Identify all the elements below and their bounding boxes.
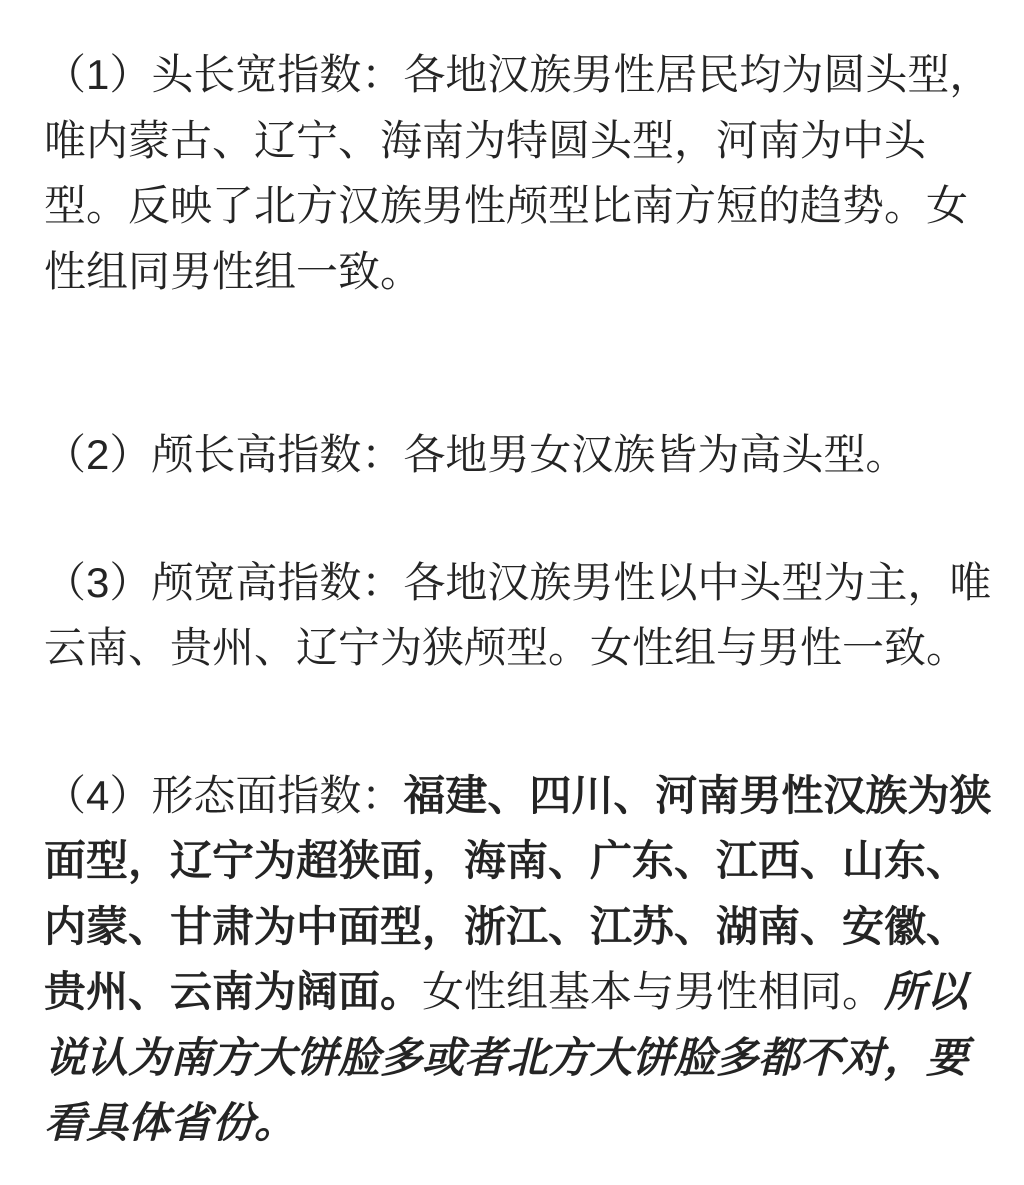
text-line	[44, 828, 996, 894]
text-line	[44, 42, 996, 108]
text-line	[44, 239, 996, 305]
text-line	[44, 422, 996, 488]
para-2-cranial-length-height-index	[44, 422, 996, 488]
text-run: （4）形态面指数：	[44, 771, 404, 819]
text-run: 看具体省份。	[44, 1099, 297, 1146]
text-run: 所以	[884, 968, 969, 1015]
text-run: 贵州、云南为阔面。	[44, 968, 423, 1015]
para-3-cranial-breadth-height-index	[44, 550, 996, 681]
text-line	[44, 763, 996, 829]
text-run: 性组同男性组一致。	[44, 247, 423, 295]
text-run: 女性组基本与男性相同。	[422, 968, 885, 1015]
para-1-head-length-width-index	[44, 42, 996, 304]
text-run: 福建、四川、河南男性汉族为狭	[403, 771, 992, 819]
text-line	[44, 173, 996, 239]
text-line	[44, 615, 996, 681]
text-line	[44, 1090, 996, 1156]
text-line	[44, 894, 996, 960]
text-run: 面型，辽宁为超狭面，海南、广东、江西、山东、	[44, 837, 969, 884]
text-line	[44, 550, 996, 616]
text-line	[44, 959, 996, 1025]
text-run: 说认为南方大饼脸多或者北方大饼脸多都不对，要	[44, 1033, 969, 1081]
text-run: 内蒙、甘肃为中面型，浙江、江苏、湖南、安徽、	[44, 902, 969, 950]
text-run: 云南、贵州、辽宁为狭颅型。女性组与男性一致。	[44, 624, 969, 671]
text-run: （2）颅长高指数：各地男女汉族皆为高头型。	[44, 431, 908, 478]
para-4-morphological-facial-index	[44, 763, 996, 1156]
text-line	[44, 1025, 996, 1091]
text-run: 唯内蒙古、辽宁、海南为特圆头型，河南为中头	[44, 116, 927, 164]
text-run: （3）颅宽高指数：各地汉族男性以中头型为主，唯	[44, 558, 992, 606]
text-run: 型。反映了北方汉族男性颅型比南方短的趋势。女	[44, 182, 969, 229]
text-run: （1）头长宽指数：各地汉族男性居民均为圆头型，	[44, 51, 992, 98]
text-line	[44, 108, 996, 174]
